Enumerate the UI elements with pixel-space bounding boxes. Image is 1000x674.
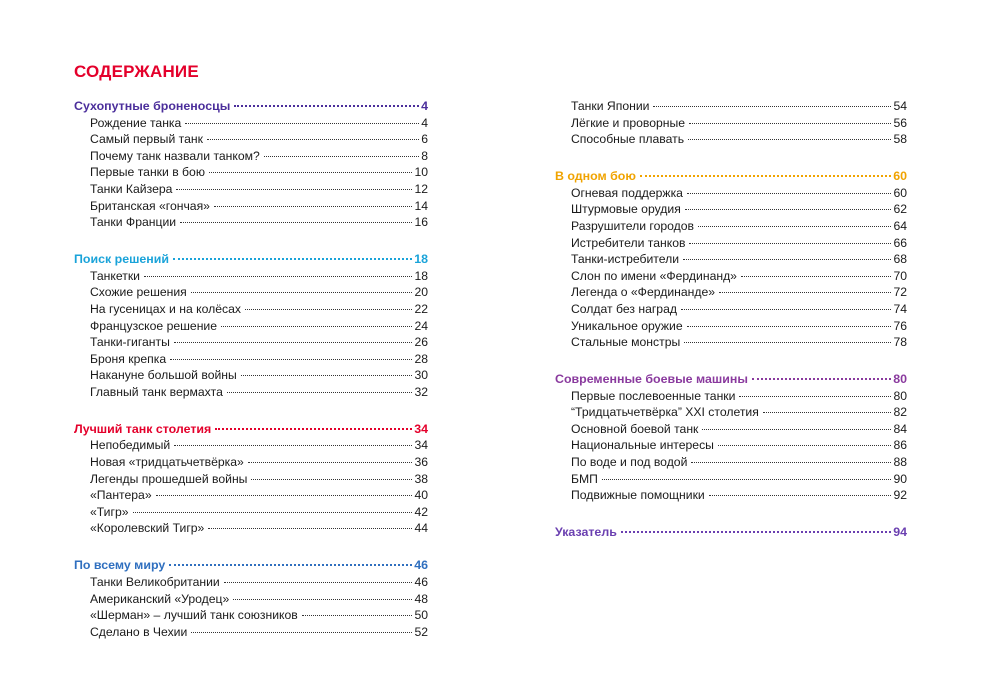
entry-title: Способные плавать (571, 132, 685, 147)
dot-leader (176, 189, 412, 190)
toc-section-heading[interactable] (74, 557, 428, 574)
toc-entry[interactable] (555, 454, 907, 471)
dot-leader (241, 375, 413, 376)
entry-title: Национальные интересы (571, 438, 714, 453)
dot-leader (170, 359, 412, 360)
toc-entry[interactable] (555, 251, 907, 268)
toc-entry[interactable] (74, 607, 428, 624)
entry-title: Почему танк назвали танком? (90, 148, 260, 163)
toc-section-heading[interactable] (74, 421, 428, 438)
entry-title: Новая «тридцатьчетвёрка» (90, 455, 244, 470)
entry-title: Лёгкие и проворные (571, 115, 686, 130)
dot-leader (180, 222, 412, 223)
entry-title: “Тридцатьчетвёрка” XXI столетия (571, 405, 759, 420)
page-number: 80 (893, 388, 907, 403)
page-number: 8 (421, 148, 428, 163)
dot-leader (221, 326, 412, 327)
page-number: 70 (893, 268, 907, 283)
section-title: Поиск решений (74, 252, 170, 267)
entry-title: «Королевский Тигр» (90, 521, 205, 536)
entry-title: Первые танки в бою (90, 165, 205, 180)
toc-section (74, 557, 428, 640)
page-number: 90 (893, 471, 907, 486)
toc-section-heading[interactable] (74, 98, 428, 115)
page-number: 44 (414, 521, 428, 536)
entry-title: Французское решение (90, 318, 218, 333)
toc-entry[interactable] (74, 115, 428, 132)
page-number: 84 (893, 421, 907, 436)
dot-leader (245, 309, 412, 310)
toc-section (555, 524, 907, 541)
dot-leader (739, 396, 891, 397)
dot-leader (227, 392, 413, 393)
page-number: 42 (414, 504, 428, 519)
section-title: Сухопутные броненосцы (74, 99, 231, 113)
entry-title: Самый первый танк (90, 132, 203, 147)
entry-title: Сделано в Чехии (90, 624, 188, 639)
toc-entry[interactable] (555, 235, 907, 252)
toc-entry[interactable] (555, 98, 907, 115)
dot-leader (302, 615, 413, 616)
entry-title: Танки-гиганты (90, 335, 170, 350)
page-number: 74 (893, 301, 907, 316)
dot-leader (683, 259, 891, 260)
page-number: 60 (893, 169, 907, 184)
page-number: 12 (414, 181, 428, 196)
toc-entry[interactable] (74, 131, 428, 148)
toc-section (74, 421, 428, 537)
section-title: Указатель (555, 525, 617, 540)
page-number: 30 (414, 368, 428, 383)
entry-title: Подвижные помощники (571, 488, 705, 503)
toc-entry[interactable] (74, 520, 428, 537)
toc-entry[interactable] (555, 201, 907, 218)
dot-leader (653, 106, 891, 107)
entry-title: «Пантера» (90, 488, 152, 503)
page-number: 86 (893, 438, 907, 453)
page-number: 56 (893, 115, 907, 130)
entry-title: По воде и под водой (571, 455, 688, 470)
page-number: 50 (414, 608, 428, 623)
toc-entry[interactable] (74, 487, 428, 504)
dot-leader (691, 462, 891, 463)
toc-entry[interactable] (555, 318, 907, 335)
dot-leader (174, 445, 412, 446)
toc-entry[interactable] (74, 301, 428, 318)
entry-title: Схожие решения (90, 285, 187, 300)
entry-title: Первые послевоенные танки (571, 388, 736, 403)
toc-section-heading[interactable] (555, 371, 907, 388)
toc-entry[interactable] (74, 318, 428, 335)
dot-leader (234, 105, 419, 107)
dot-leader (719, 292, 891, 293)
page-number: 72 (893, 285, 907, 300)
dot-leader (687, 326, 892, 327)
dot-leader (251, 479, 412, 480)
dot-leader (185, 123, 419, 124)
entry-title: Танки Японии (571, 99, 650, 113)
dot-leader (741, 276, 891, 277)
page-number: 34 (414, 421, 428, 436)
dot-leader (174, 342, 413, 343)
entry-title: Американский «Уродец» (90, 591, 230, 606)
toc-entry[interactable] (74, 284, 428, 301)
dot-leader (685, 209, 892, 210)
toc-column-right (555, 98, 907, 561)
page-number: 10 (414, 165, 428, 180)
dot-leader (698, 226, 891, 227)
page-number: 20 (414, 285, 428, 300)
entry-title: Танки Великобритании (90, 575, 220, 590)
page-number: 60 (893, 185, 907, 200)
section-title: В одном бою (555, 169, 636, 184)
page-number: 64 (893, 218, 907, 233)
toc-entry[interactable] (74, 214, 428, 231)
page-number: 94 (893, 525, 907, 540)
dot-leader (224, 582, 413, 583)
entry-title: Легенды прошедшей войны (90, 471, 248, 486)
entry-title: Истребители танков (571, 235, 686, 250)
toc-entry[interactable] (555, 404, 907, 421)
entry-title: Броня крепка (90, 351, 167, 366)
entry-title: Танки Франции (90, 215, 177, 230)
dot-leader (684, 342, 891, 343)
entry-title: Уникальное оружие (571, 318, 683, 333)
dot-leader (215, 428, 412, 430)
dot-leader (144, 276, 412, 277)
dot-leader (709, 495, 892, 496)
entry-title: Основной боевой танк (571, 421, 699, 436)
page-number: 40 (414, 488, 428, 503)
dot-leader (133, 512, 413, 513)
page-number: 66 (893, 235, 907, 250)
dot-leader (209, 172, 412, 173)
dot-leader (214, 206, 412, 207)
toc-entry[interactable] (555, 388, 907, 405)
dot-leader (689, 243, 891, 244)
dot-leader (207, 139, 419, 140)
entry-title: Легенда о «Фердинанде» (571, 285, 716, 300)
toc-entry[interactable] (555, 185, 907, 202)
toc-section-heading[interactable] (74, 251, 428, 268)
toc-entry[interactable] (74, 454, 428, 471)
page-number: 38 (414, 471, 428, 486)
page-number: 18 (414, 252, 428, 267)
dot-leader (763, 412, 892, 413)
entry-title: Накануне большой войны (90, 368, 237, 383)
entry-title: Штурмовые орудия (571, 202, 681, 217)
toc-section-heading[interactable] (555, 524, 907, 541)
toc-entry[interactable] (74, 504, 428, 521)
page-number: 28 (414, 351, 428, 366)
page-number: 52 (414, 624, 428, 639)
entry-title: Танкетки (90, 268, 140, 283)
page-number: 48 (414, 591, 428, 606)
dot-leader (191, 632, 412, 633)
toc-entry[interactable] (555, 421, 907, 438)
toc-column-left (74, 98, 428, 661)
section-title: По всему миру (74, 558, 166, 573)
dot-leader (687, 193, 891, 194)
dot-leader (264, 156, 419, 157)
entry-title: Главный танк вермахта (90, 384, 223, 399)
entry-title: «Шерман» – лучший танк союзников (90, 608, 298, 623)
dot-leader (702, 429, 891, 430)
dot-leader (640, 175, 891, 177)
page-number: 68 (893, 252, 907, 267)
dot-leader (718, 445, 891, 446)
page-number: 4 (421, 99, 428, 113)
toc-section (555, 371, 907, 504)
toc-entry[interactable] (74, 181, 428, 198)
toc-entry[interactable] (555, 334, 907, 351)
toc-entry[interactable] (555, 131, 907, 148)
entry-title: Стальные монстры (571, 335, 681, 350)
page-number: 34 (414, 438, 428, 453)
entry-title: Разрушители городов (571, 218, 695, 233)
toc-entry[interactable] (74, 148, 428, 165)
dot-leader (689, 123, 891, 124)
toc-entry[interactable] (74, 471, 428, 488)
page-number: 54 (893, 99, 907, 113)
entry-title: Непобедимый (90, 438, 171, 453)
page-number: 46 (414, 575, 428, 590)
page-number: 24 (414, 318, 428, 333)
toc-entry[interactable] (555, 471, 907, 488)
page-number: 92 (893, 488, 907, 503)
entry-title: Танки Кайзера (90, 181, 173, 196)
page-number: 58 (893, 132, 907, 147)
page-number: 78 (893, 335, 907, 350)
dot-leader (169, 564, 412, 566)
toc-section-heading[interactable] (555, 168, 907, 185)
dot-leader (156, 495, 413, 496)
toc-section (74, 251, 428, 400)
entry-title: Огневая поддержка (571, 185, 683, 200)
dot-leader (233, 599, 412, 600)
toc-entry[interactable] (74, 591, 428, 608)
dot-leader (752, 378, 891, 380)
dot-leader (602, 479, 892, 480)
toc-entry[interactable] (555, 218, 907, 235)
section-title: Современные боевые машины (555, 372, 748, 387)
page-number: 62 (893, 202, 907, 217)
page-number: 16 (414, 215, 428, 230)
toc-entry[interactable] (555, 487, 907, 504)
toc-entry[interactable] (74, 268, 428, 285)
entry-title: Танки-истребители (571, 252, 680, 267)
page-title: СОДЕРЖАНИЕ (74, 62, 199, 81)
toc-entry[interactable] (74, 164, 428, 181)
toc-entry[interactable] (555, 301, 907, 318)
toc-entry[interactable] (555, 284, 907, 301)
entry-title: «Тигр» (90, 504, 129, 519)
dot-leader (208, 528, 412, 529)
toc-entry[interactable] (74, 384, 428, 401)
dot-leader (248, 462, 413, 463)
dot-leader (621, 531, 891, 533)
dot-leader (173, 258, 412, 260)
toc-entry[interactable] (74, 351, 428, 368)
dot-leader (681, 309, 891, 310)
toc-entry[interactable] (74, 198, 428, 215)
toc-section (74, 98, 428, 231)
toc-entry[interactable] (555, 268, 907, 285)
toc-entry[interactable] (74, 437, 428, 454)
entry-title: Солдат без наград (571, 301, 677, 316)
toc-entry[interactable] (74, 367, 428, 384)
toc-entry[interactable] (74, 624, 428, 641)
toc-section (555, 98, 907, 148)
entry-title: БМП (571, 471, 598, 486)
page-number: 18 (414, 268, 428, 283)
toc-section (555, 168, 907, 351)
entry-title: Британская «гончая» (90, 198, 210, 213)
dot-leader (191, 292, 413, 293)
section-title: Лучший танк столетия (74, 421, 212, 436)
page-number: 14 (414, 198, 428, 213)
page-number: 82 (893, 405, 907, 420)
page-number: 22 (414, 301, 428, 316)
toc-entry[interactable] (555, 437, 907, 454)
page-number: 76 (893, 318, 907, 333)
page-number: 32 (414, 384, 428, 399)
page-number: 36 (414, 455, 428, 470)
page-number: 26 (414, 335, 428, 350)
entry-title: На гусеницах и на колёсах (90, 301, 241, 316)
page-number: 6 (421, 132, 428, 147)
entry-title: Слон по имени «Фердинанд» (571, 268, 737, 283)
toc-entry[interactable] (74, 574, 428, 591)
toc-entry[interactable] (74, 334, 428, 351)
page-number: 80 (893, 372, 907, 387)
page-number: 88 (893, 455, 907, 470)
entry-title: Рождение танка (90, 115, 182, 130)
page-number: 4 (421, 115, 428, 130)
dot-leader (688, 139, 891, 140)
page-number: 46 (414, 558, 428, 573)
toc-entry[interactable] (555, 115, 907, 132)
